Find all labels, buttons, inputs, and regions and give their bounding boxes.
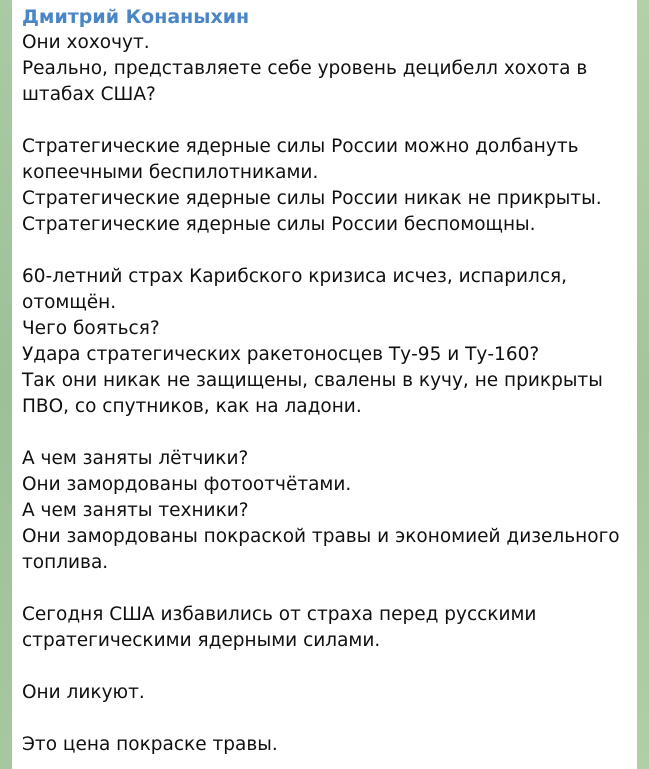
message-line: Чего бояться? — [22, 318, 160, 339]
message-line — [22, 238, 627, 264]
message-line — [22, 108, 627, 134]
message-line — [22, 420, 627, 446]
message-line — [22, 576, 627, 602]
message-line: Это цена покраске травы. — [22, 734, 278, 755]
message-line: стратегическими ядерными силами. — [22, 630, 381, 651]
message-line: штабах США? — [22, 84, 156, 105]
sender-name-link[interactable]: Дмитрий Конаныхин — [22, 6, 250, 28]
message-bubble — [12, 0, 637, 769]
message-line: Удара стратегических ракетоносцев Ту-95 и Ту-160? — [22, 344, 540, 365]
message-line: А чем заняты техники? — [22, 500, 249, 521]
message-line: отомщён. — [22, 292, 117, 313]
message-line: копеечными беспилотниками. — [22, 162, 319, 183]
message-line: Реально, представляете себе уровень децибелл хохота в — [22, 58, 588, 79]
message-line: Они ликуют. — [22, 682, 145, 703]
message-line: Стратегические ядерные силы России беспомощны. — [22, 214, 536, 235]
chat-background-left — [0, 0, 12, 769]
message-line: Они замордованы фотоотчётами. — [22, 474, 352, 495]
message-text — [22, 30, 627, 758]
message-line: Сегодня США избавились от страха перед русскими — [22, 604, 537, 625]
message-line: Они замордованы покраской травы и экономией дизельного — [22, 526, 620, 547]
chat-background-right — [637, 0, 649, 769]
message-line: 60-летний страх Карибского кризиса исчез, испарился, — [22, 266, 568, 287]
message-line: Так они никак не защищены, свалены в кучу, не прикрыты — [22, 370, 603, 391]
message-line: ПВО, со спутников, как на ладони. — [22, 396, 362, 417]
message-line: Стратегические ядерные силы России можно долбануть — [22, 136, 579, 157]
message-line — [22, 654, 627, 680]
message-line — [22, 706, 627, 732]
message-line: А чем заняты лётчики? — [22, 448, 249, 469]
message-line: Стратегические ядерные силы России никак не прикрыты. — [22, 188, 602, 209]
message-line: топлива. — [22, 552, 109, 573]
message-line: Они хохочут. — [22, 32, 150, 53]
